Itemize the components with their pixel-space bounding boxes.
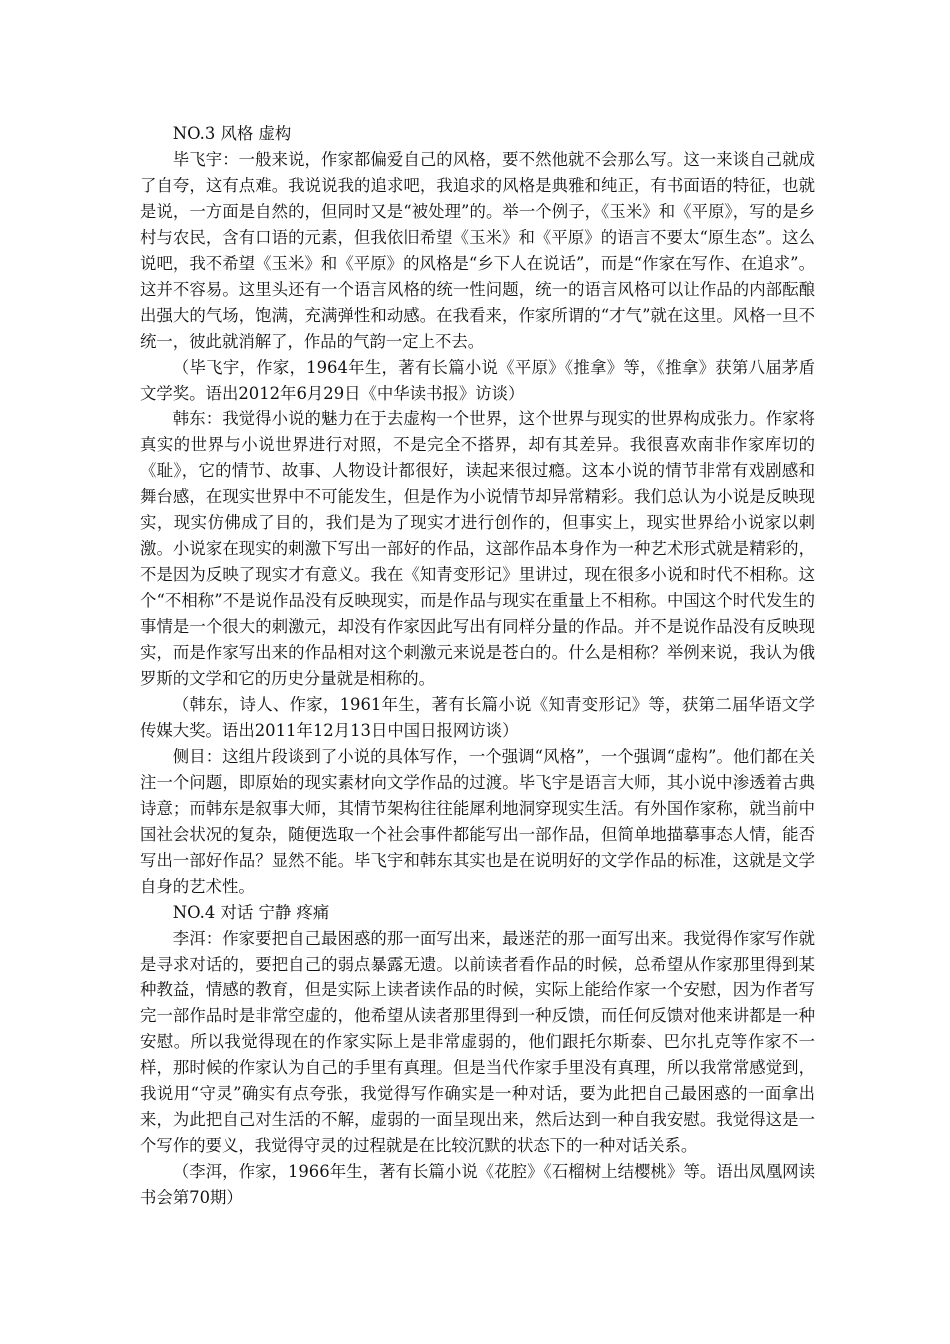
article-body — [140, 121, 815, 1211]
commentary-paragraph: 侧目：这组片段谈到了小说的具体写作，一个强调“风格”，一个强调“虚构”。他们都在关注一个问题，即原始的现实素材向文学作品的过渡。毕飞宇是语言大师，其小说中渗透着古典诗意；而韩东是叙事大师，其情节架构往往能犀利地洞穿现实生活。有外国作家称，就当前中国社会状况的复杂，随便选取一个社会事件都能写出一部作品，但简单地描摹事态人情，能否写出一部好作品？显然不能。毕飞宇和韩东其实也是在说明好的文学作品的标准，这就是文学自身的艺术性。 — [140, 746, 815, 896]
quote-han-dong: 韩东：我觉得小说的魅力在于去虚构一个世界，这个世界与现实的世界构成张力。作家将真实的世界与小说世界进行对照，不是完全不搭界，却有其差异。我很喜欢南非作家库切的《耻》，它的情节、故事、人物设计都很好，读起来很过瘾。这本小说的情节非常有戏剧感和舞台感，在现实世界中不可能发生，但是作为小说情节却异常精彩。我们总认为小说是反映现实，现实仿佛成了目的，我们是为了现实才进行创作的，但事实上，现实世界给小说家以刺激。小说家在现实的刺激下写出一部好的作品，这部作品本身作为一种艺术形式就是精彩的，不是因为反映了现实才有意义。我在《知青变形记》里讲过，现在很多小说和时代不相称。这个“不相称”不是说作品没有反映现实，而是作品与现实在重量上不相称。中国这个时代发生的事情是一个很大的刺激元，却没有作家因此写出有同样分量的作品。并不是说作品没有反映现实，而是作家写出来的作品相对这个刺激元来说是苍白的。什么是相称？举例来说，我认为俄罗斯的文学和它的历史分量就是相称的。 — [140, 409, 815, 689]
source-note-li-er: （李洱，作家，1966年生，著有长篇小说《花腔》《石榴树上结樱桃》等。语出凤凰网读书会第70期） — [140, 1162, 815, 1208]
section-heading-no3: NO.3 风格 虚构 — [172, 124, 292, 143]
section-heading-no4: NO.4 对话 宁静 疼痛 — [172, 902, 330, 922]
quote-bi-feiyu: 毕飞宇：一般来说，作家都偏爱自己的风格，要不然他就不会那么写。这一来谈自己就成了自夸，这有点难。我说说我的追求吧，我追求的风格是典雅和纯正，有书面语的特征，也就是说，一方面是自然的，但同时又是“被处理”的。举一个例子，《玉米》和《平原》，写的是乡村与农民，含有口语的元素，但我依旧希望《玉米》和《平原》的语言不要太“原生态”。这么说吧，我不希望《玉米》和《平原》的风格是“乡下人在说话”，而是“作家在写作、在追求”。这并不容易。这里头还有一个语言风格的统一性问题，统一的语言风格可以让作品的内部酝酿出强大的气场，饱满，充满弹性和动感。在我看来，作家所谓的“才气”就在这里。风格一旦不统一，彼此就消解了，作品的气韵一定上不去。 — [140, 149, 815, 351]
source-note-bi-feiyu: （毕飞宇，作家，1964年生，著有长篇小说《平原》《推拿》等，《推拿》获第八届茅盾文学奖。语出2012年6月29日《中华读书报》访谈） — [140, 357, 815, 403]
source-note-han-dong: （韩东，诗人、作家，1961年生，著有长篇小说《知青变形记》等，获第二届华语文学传媒大奖。语出2011年12月13日中国日报网访谈） — [140, 694, 815, 740]
quote-li-er: 李洱：作家要把自己最困惑的那一面写出来，最迷茫的那一面写出来。我觉得作家写作就是寻求对话的，要把自己的弱点暴露无遗。以前读者看作品的时候，总希望从作家那里得到某种教益，情感的教育，但是实际上读者读作品的时候，实际上能给作家一个安慰，因为作者写完一部作品时是非常空虚的，他希望从读者那里得到一种反馈，而任何反馈对他来讲都是一种安慰。所以我觉得现在的作家实际上是非常虚弱的，他们跟托尔斯泰、巴尔扎克等作家不一样，那时候的作家认为自己的手里有真理。但是当代作家手里没有真理，所以我常常感觉到，我说用“守灵”确实有点夸张，我觉得写作确实是一种对话，要为此把自己最困惑的一面拿出来，为此把自己对生活的不解，虚弱的一面呈现出来，然后达到一种自我安慰。我觉得这是一个写作的要义，我觉得守灵的过程就是在比较沉默的状态下的一种对话关系。 — [140, 928, 815, 1156]
